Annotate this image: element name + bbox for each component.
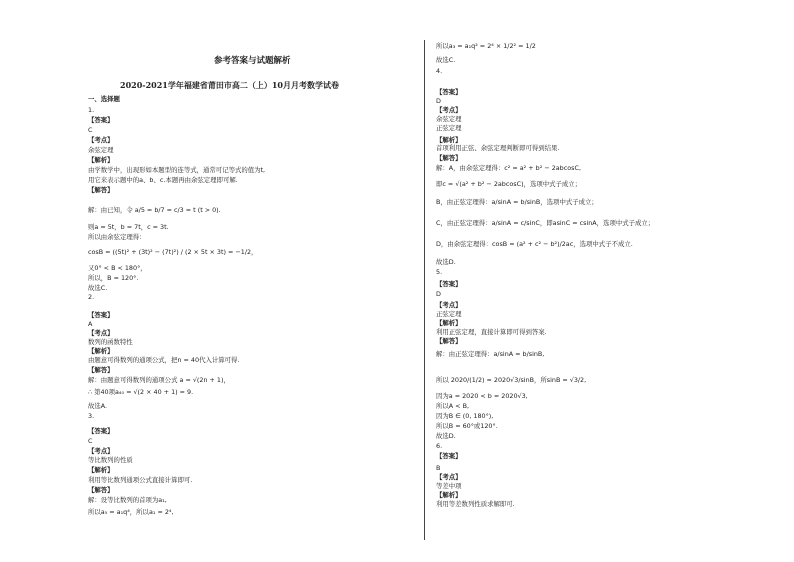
left-line: C (88, 437, 93, 445)
left-line: 解：设等比数列的首项为a₁, (88, 496, 167, 504)
left-line: 故选C. (88, 284, 108, 292)
right-line: 【解答】 (436, 154, 462, 162)
left-line: 解：由已知，令 a/5 = b/7 = c/3 = t (t > 0). (88, 206, 221, 214)
left-line: 数列的函数特性 (88, 338, 133, 346)
left-line: 【答案】 (88, 427, 114, 435)
right-line: 正弦定理 (436, 310, 462, 318)
left-line: 1. (88, 106, 95, 114)
right-line: 故选D. (436, 432, 456, 440)
right-line: 所以 2020/(1/2) = 2020√3/sinB，所sinB = √3/2, (436, 376, 587, 384)
left-line: C (88, 126, 93, 134)
left-line: 【解析】 (88, 156, 114, 164)
left-line: 等比数列的性质 (88, 456, 133, 464)
right-line: D (436, 290, 441, 298)
right-line: 即c = √(a² + b² − 2abcosC)，选项中式子成立； (436, 180, 582, 188)
right-line: 故选D. (436, 258, 456, 266)
left-line: A (88, 320, 93, 328)
column-divider (424, 40, 425, 540)
left-line: 【答案】 (88, 116, 114, 124)
left-line: 2. (88, 293, 95, 301)
left-line: 解：由题意可得数列的通项公式 a = √(2n + 1)， (88, 376, 230, 384)
left-line: 由题意可得数列的通项公式，把n = 40代入计算可得. (88, 356, 240, 364)
right-line: 【考点】 (436, 301, 462, 309)
left-line: 【解答】 (88, 486, 114, 494)
right-line: 故选C. (436, 56, 456, 64)
right-line: 所以a₃ = a₁q² = 2⁴ × 1/2² = 1/2 (436, 42, 536, 50)
right-line: 利用等差数列性质求解即可. (436, 500, 515, 508)
right-line: D (436, 97, 441, 105)
right-line: 【考点】 (436, 106, 462, 114)
left-line: 【解答】 (88, 186, 114, 194)
right-line: 6. (436, 442, 443, 450)
left-line: 3. (88, 412, 95, 420)
right-line: 首项利用正弦、余弦定理判断即可得到结果. (436, 144, 560, 152)
right-line: 【答案】 (436, 280, 462, 288)
left-line: cosB = ((5t)² + (3t)² − (7t)²) / (2 × 5t × 3t) = −1/2， (88, 248, 258, 256)
right-line: 等差中项 (436, 482, 462, 490)
right-line: 【考点】 (436, 473, 462, 481)
left-line: 【解析】 (88, 466, 114, 474)
right-line: B (436, 464, 441, 472)
right-line: 因为a = 2020 < b = 2020√3, (436, 392, 528, 400)
right-line: 【解答】 (436, 337, 462, 345)
left-line: 余弦定理 (88, 146, 114, 154)
left-line: 【考点】 (88, 329, 114, 337)
right-line: 【答案】 (436, 88, 462, 96)
left-line: 又0° < B < 180°， (88, 264, 147, 272)
left-line: 【解答】 (88, 366, 114, 374)
left-line: ∴ 第40项a₄₀ = √(2 × 40 + 1) = 9. (88, 388, 194, 396)
right-line: 所以B = 60°或120°. (436, 422, 498, 430)
left-line: 故选A. (88, 402, 108, 410)
left-line: 所以a₅ = a₁q⁴，所以a₁ = 2⁴, (88, 508, 174, 516)
left-line: 由学数学中，出现形如本题型的连等式，通常可记等式的值为t, (88, 166, 266, 174)
right-line: 利用正弦定理，直接计算即可得到答案. (436, 328, 547, 336)
right-line: B，由正弦定理得：a/sinA = b/sinB，选项中式子成立； (436, 198, 598, 206)
right-line: 【解析】 (436, 319, 462, 327)
exam-subtitle: 2020-2021学年福建省莆田市高二（上）10月月考数学试卷 (120, 80, 339, 90)
right-line: 【解析】 (436, 491, 462, 499)
right-line: 因为B ∈ (0, 180°), (436, 412, 494, 420)
left-line: 【考点】 (88, 136, 114, 144)
right-line: 所以A < B, (436, 402, 469, 410)
section-heading: 一、选择题 (88, 95, 120, 103)
left-line: 【考点】 (88, 447, 114, 455)
right-line: 【答案】 (436, 452, 462, 460)
left-line: 利用等比数列通项公式直接计算即可. (88, 476, 193, 484)
right-line: 正弦定理 (436, 124, 462, 132)
right-line: 余弦定理 (436, 115, 462, 123)
right-line: 【解析】 (436, 136, 462, 144)
left-line: 则a = 5t，b = 7t，c = 3t. (88, 223, 169, 231)
left-line: 【答案】 (88, 311, 114, 319)
left-line: 【解析】 (88, 347, 114, 355)
left-line: 所以，B = 120°. (88, 274, 139, 282)
right-line: 解：A，由余弦定理得：c² = a² + b² − 2abcosC, (436, 164, 581, 172)
right-line: 解：由正弦定理得：a/sinA = b/sinB, (436, 350, 545, 358)
page-title: 参考答案与试题解析 (214, 56, 291, 66)
left-line: 用它来表示题中的a、b、c.本题再由余弦定理即可解. (88, 176, 238, 184)
right-line: D，由余弦定理得：cosB = (a² + c² − b²)/2ac，选项中式子不成立. (436, 240, 633, 248)
left-line: 所以由余弦定理得： (88, 233, 146, 241)
right-line: C，由正弦定理得：a/sinA = c/sinC，即asinC = csinA，选项中式子成立； (436, 219, 655, 227)
right-line: 5. (436, 268, 443, 276)
right-line: 4. (436, 67, 443, 75)
